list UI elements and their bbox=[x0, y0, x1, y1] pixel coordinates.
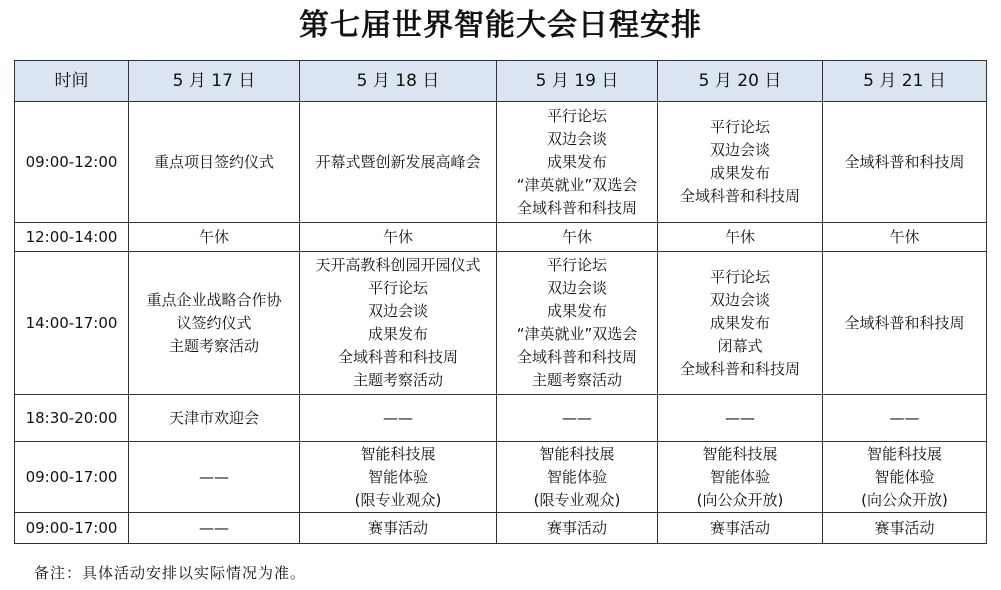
header-row bbox=[15, 61, 987, 102]
table-row bbox=[15, 102, 987, 223]
event-text: 智能体验 bbox=[546, 467, 607, 486]
event-text: 重点项目签约仪式 bbox=[153, 152, 274, 171]
schedule-cell bbox=[497, 442, 658, 513]
schedule-cell bbox=[658, 442, 823, 513]
time-cell: 09:00-12:00 bbox=[15, 102, 129, 223]
schedule-cell bbox=[300, 252, 497, 395]
time-cell: 18:30-20:00 bbox=[15, 395, 129, 442]
event-text: 闭幕式 bbox=[717, 336, 763, 355]
schedule-cell bbox=[497, 395, 658, 442]
event-text: 智能体验 bbox=[367, 467, 428, 486]
event-text: 午休 bbox=[561, 227, 592, 246]
event-text: 重点企业战略合作协 bbox=[146, 290, 282, 309]
event-text: 双边会谈 bbox=[546, 129, 607, 148]
time-cell: 12:00-14:00 bbox=[15, 223, 129, 252]
table-row bbox=[15, 513, 987, 544]
event-text: 天津市欢迎会 bbox=[168, 408, 259, 427]
header-may-21: 5 月 21 日 bbox=[823, 61, 987, 102]
event-text: (向公众开放) bbox=[861, 490, 948, 509]
event-text: 全域科普和科技周 bbox=[337, 348, 458, 366]
page-title: 第七届世界智能大会日程安排 bbox=[299, 8, 702, 43]
header-may-20: 5 月 20 日 bbox=[658, 61, 823, 102]
schedule-cell bbox=[658, 223, 823, 252]
event-text: 全域科普和科技周 bbox=[516, 348, 637, 366]
event-text: 双边会谈 bbox=[709, 290, 770, 309]
schedule-cell bbox=[658, 395, 823, 442]
event-text: 午休 bbox=[198, 227, 229, 246]
schedule-cell bbox=[823, 442, 987, 513]
event-text: 议签约仪式 bbox=[176, 313, 252, 332]
schedule-cell bbox=[300, 442, 497, 513]
event-text: 平行论坛 bbox=[546, 256, 607, 274]
event-text: (限专业观众) bbox=[354, 490, 442, 509]
schedule-cell bbox=[129, 513, 300, 544]
schedule-cell bbox=[823, 102, 987, 223]
event-text: 平行论坛 bbox=[709, 267, 770, 286]
event-text: 午休 bbox=[724, 227, 755, 246]
event-text: 平行论坛 bbox=[709, 118, 770, 136]
schedule-cell bbox=[300, 513, 497, 544]
event-text: 成果发布 bbox=[546, 302, 607, 320]
schedule-cell bbox=[129, 102, 300, 223]
table-row bbox=[15, 395, 987, 442]
table-row bbox=[15, 223, 987, 252]
table-row bbox=[15, 442, 987, 513]
header-may-17: 5 月 17 日 bbox=[129, 61, 300, 102]
event-text: 赛事活动 bbox=[546, 518, 607, 537]
schedule-table bbox=[14, 60, 987, 544]
footnote: 备注：具体活动安排以实际情况为准。 bbox=[34, 564, 307, 582]
event-text: 赛事活动 bbox=[367, 518, 428, 537]
event-text: 天开高教科创园开园仪式 bbox=[315, 256, 481, 274]
event-text: 智能科技展 bbox=[360, 444, 436, 463]
event-text: 智能科技展 bbox=[539, 444, 615, 463]
event-text: 全域科普和科技周 bbox=[516, 198, 637, 217]
time-cell: 09:00-17:00 bbox=[15, 442, 129, 513]
schedule-cell bbox=[300, 395, 497, 442]
event-text: 午休 bbox=[889, 227, 920, 246]
event-text: 全域科普和科技周 bbox=[679, 187, 800, 205]
time-cell: 14:00-17:00 bbox=[15, 252, 129, 395]
event-text: 赛事活动 bbox=[874, 518, 935, 537]
header-may-18: 5 月 18 日 bbox=[300, 61, 497, 102]
schedule-cell bbox=[497, 223, 658, 252]
schedule-cell bbox=[823, 252, 987, 395]
event-text: 主题考察活动 bbox=[531, 371, 622, 389]
schedule-cell bbox=[497, 513, 658, 544]
event-text: 成果发布 bbox=[367, 325, 428, 343]
event-text: —— bbox=[383, 408, 413, 427]
event-text: 双边会谈 bbox=[709, 141, 770, 159]
event-text: 平行论坛 bbox=[546, 106, 607, 125]
event-text: —— bbox=[725, 408, 755, 427]
event-text: 智能体验 bbox=[709, 467, 770, 486]
event-text: 主题考察活动 bbox=[352, 371, 443, 389]
event-text: 全域科普和科技周 bbox=[844, 152, 965, 171]
schedule-cell bbox=[129, 252, 300, 395]
event-text: 平行论坛 bbox=[367, 279, 428, 297]
schedule-cell bbox=[300, 102, 497, 223]
event-text: 赛事活动 bbox=[709, 518, 770, 537]
event-text: 开幕式暨创新发展高峰会 bbox=[315, 152, 481, 171]
event-text: 双边会谈 bbox=[546, 279, 607, 297]
event-text: 成果发布 bbox=[709, 313, 770, 332]
event-text: 全域科普和科技周 bbox=[679, 359, 800, 378]
schedule-cell bbox=[658, 102, 823, 223]
event-text: 智能科技展 bbox=[702, 444, 778, 463]
time-cell: 09:00-17:00 bbox=[15, 513, 129, 544]
schedule-cell bbox=[129, 223, 300, 252]
schedule-cell bbox=[300, 223, 497, 252]
schedule-cell bbox=[658, 513, 823, 544]
event-text: —— bbox=[199, 467, 229, 486]
schedule-cell bbox=[658, 252, 823, 395]
header-may-19: 5 月 19 日 bbox=[497, 61, 658, 102]
event-text: 主题考察活动 bbox=[168, 336, 259, 355]
schedule-cell bbox=[129, 442, 300, 513]
event-text: 午休 bbox=[382, 227, 413, 246]
event-text: 成果发布 bbox=[709, 164, 770, 182]
event-text: 智能科技展 bbox=[866, 444, 942, 463]
event-text: (向公众开放) bbox=[696, 490, 784, 509]
event-text: —— bbox=[889, 408, 920, 427]
event-text: 智能体验 bbox=[874, 467, 935, 486]
schedule-cell bbox=[823, 395, 987, 442]
header-time: 时间 bbox=[15, 61, 129, 102]
event-text: (限专业观众) bbox=[533, 490, 621, 509]
event-text: “津英就业”双选会 bbox=[516, 325, 638, 343]
event-text: 双边会谈 bbox=[367, 302, 428, 320]
schedule-cell bbox=[497, 252, 658, 395]
event-text: 全域科普和科技周 bbox=[844, 313, 965, 332]
event-text: —— bbox=[199, 518, 229, 537]
schedule-cell bbox=[129, 395, 300, 442]
schedule-cell bbox=[497, 102, 658, 223]
schedule-cell bbox=[823, 513, 987, 544]
event-text: 成果发布 bbox=[546, 152, 607, 171]
event-text: “津英就业”双选会 bbox=[516, 175, 638, 194]
table-row bbox=[15, 252, 987, 395]
event-text: —— bbox=[562, 408, 592, 427]
schedule-cell bbox=[823, 223, 987, 252]
